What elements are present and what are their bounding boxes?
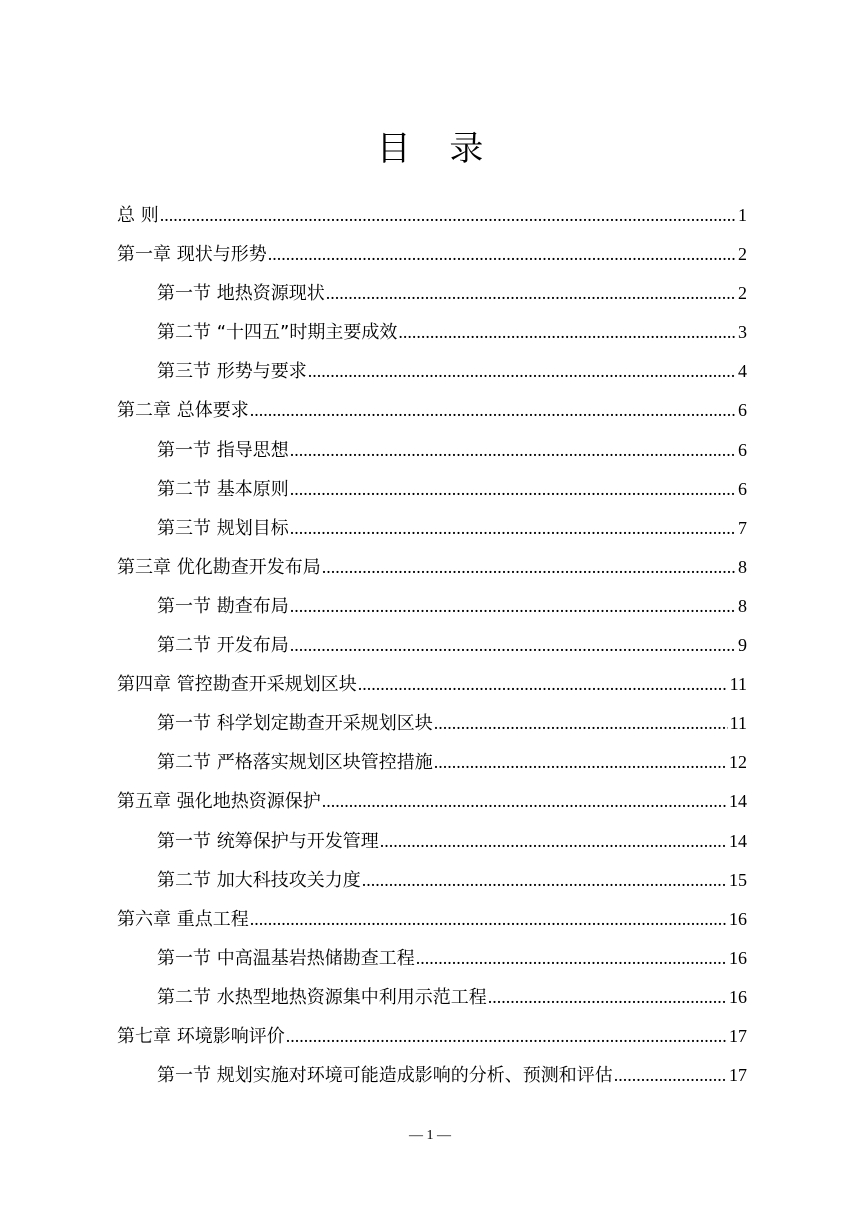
toc-entry-label: 第六章 重点工程 bbox=[117, 908, 249, 930]
toc-entry-page-number: 11 bbox=[729, 713, 747, 734]
toc-entry-label: 第一章 现状与形势 bbox=[117, 244, 267, 266]
toc-entry-page-number: 14 bbox=[729, 830, 747, 851]
toc-entry-label: 第二节 开发布局 bbox=[157, 635, 289, 657]
toc-section-entry[interactable] bbox=[117, 431, 747, 470]
toc-entry-page-number: 11 bbox=[729, 674, 747, 695]
toc-dot-leader bbox=[160, 196, 736, 235]
toc-section-entry[interactable] bbox=[117, 978, 747, 1017]
toc-chapter-entry[interactable] bbox=[117, 235, 747, 274]
toc-entry-label: 第二节 加大科技攻关力度 bbox=[157, 869, 361, 891]
toc-dot-leader bbox=[488, 978, 727, 1017]
toc-dot-leader bbox=[434, 743, 727, 782]
toc-entry-label: 第二节 严格落实规划区块管控措施 bbox=[157, 752, 433, 774]
toc-entry-page-number: 14 bbox=[729, 791, 747, 812]
toc-dot-leader bbox=[250, 900, 727, 939]
toc-entry-label: 第一节 指导思想 bbox=[157, 439, 289, 461]
toc-entry-page-number: 16 bbox=[729, 947, 747, 968]
page-number: — 1 — bbox=[409, 1128, 451, 1143]
toc-dot-leader bbox=[322, 782, 727, 821]
toc-section-entry[interactable] bbox=[117, 587, 747, 626]
toc-entry-label: 第三章 优化勘查开发布局 bbox=[117, 556, 321, 578]
toc-dot-leader bbox=[290, 587, 736, 626]
toc-entry-label: 第一节 地热资源现状 bbox=[157, 283, 325, 305]
toc-dot-leader bbox=[286, 1017, 727, 1056]
toc-section-entry[interactable] bbox=[117, 743, 747, 782]
toc-dot-leader bbox=[434, 704, 728, 743]
toc-chapter-entry[interactable] bbox=[117, 548, 747, 587]
toc-chapter-entry[interactable] bbox=[117, 900, 747, 939]
toc-dot-leader bbox=[290, 470, 736, 509]
toc-entry-page-number: 7 bbox=[738, 517, 747, 538]
toc-entry-page-number: 3 bbox=[738, 322, 747, 343]
toc-dot-leader bbox=[362, 861, 727, 900]
toc-chapter-entry[interactable] bbox=[117, 782, 747, 821]
toc-dot-leader bbox=[326, 274, 736, 313]
toc-dot-leader bbox=[398, 313, 736, 352]
toc-entry-label: 第一节 科学划定勘查开采规划区块 bbox=[157, 713, 433, 735]
toc-section-entry[interactable] bbox=[117, 861, 747, 900]
toc-entry-page-number: 4 bbox=[738, 361, 747, 382]
toc-entry-page-number: 12 bbox=[729, 752, 747, 773]
toc-section-entry[interactable] bbox=[117, 470, 747, 509]
toc-chapter-entry[interactable] bbox=[117, 196, 747, 235]
toc-entry-label: 第四章 管控勘查开采规划区块 bbox=[117, 674, 357, 696]
toc-entry-page-number: 6 bbox=[738, 400, 747, 421]
toc-entry-page-number: 17 bbox=[729, 1065, 747, 1086]
toc-dot-leader bbox=[322, 548, 736, 587]
toc-section-entry[interactable] bbox=[117, 822, 747, 861]
toc-dot-leader bbox=[614, 1056, 727, 1095]
toc-chapter-entry[interactable] bbox=[117, 665, 747, 704]
toc-entry-label: 第一节 统筹保护与开发管理 bbox=[157, 830, 379, 852]
table-of-contents bbox=[117, 196, 747, 1095]
toc-entry-page-number: 2 bbox=[738, 283, 747, 304]
toc-entry-label: 第三节 形势与要求 bbox=[157, 361, 307, 383]
toc-dot-leader bbox=[290, 431, 736, 470]
toc-chapter-entry[interactable] bbox=[117, 391, 747, 430]
toc-dot-leader bbox=[308, 352, 736, 391]
toc-dot-leader bbox=[358, 665, 728, 704]
toc-section-entry[interactable] bbox=[117, 704, 747, 743]
toc-chapter-entry[interactable] bbox=[117, 1017, 747, 1056]
toc-section-entry[interactable] bbox=[117, 509, 747, 548]
toc-dot-leader bbox=[268, 235, 736, 274]
toc-section-entry[interactable] bbox=[117, 626, 747, 665]
toc-entry-page-number: 8 bbox=[738, 595, 747, 616]
toc-entry-page-number: 9 bbox=[738, 635, 747, 656]
toc-entry-label: 第一节 规划实施对环境可能造成影响的分析、预测和评估 bbox=[157, 1065, 613, 1087]
toc-entry-label: 第五章 强化地热资源保护 bbox=[117, 791, 321, 813]
toc-entry-label: 第三节 规划目标 bbox=[157, 517, 289, 539]
toc-dot-leader bbox=[380, 822, 727, 861]
toc-section-entry[interactable] bbox=[117, 1056, 747, 1095]
toc-dot-leader bbox=[250, 391, 736, 430]
toc-entry-page-number: 1 bbox=[738, 205, 747, 225]
toc-entry-page-number: 8 bbox=[738, 556, 747, 577]
toc-entry-page-number: 16 bbox=[729, 908, 747, 929]
toc-entry-label: 第二节 “十四五”时期主要成效 bbox=[157, 322, 398, 344]
toc-dot-leader bbox=[290, 509, 736, 548]
toc-entry-page-number: 6 bbox=[738, 439, 747, 460]
toc-entry-page-number: 16 bbox=[729, 986, 747, 1007]
toc-section-entry[interactable] bbox=[117, 939, 747, 978]
toc-entry-label: 第二章 总体要求 bbox=[117, 400, 249, 422]
toc-section-entry[interactable] bbox=[117, 274, 747, 313]
toc-entry-label: 第二节 水热型地热资源集中利用示范工程 bbox=[157, 986, 487, 1008]
toc-entry-page-number: 6 bbox=[738, 478, 747, 499]
toc-dot-leader bbox=[290, 626, 736, 665]
toc-entry-label: 第二节 基本原则 bbox=[157, 478, 289, 500]
toc-section-entry[interactable] bbox=[117, 313, 747, 352]
page-title: 目 录 bbox=[376, 129, 498, 169]
toc-entry-page-number: 2 bbox=[738, 244, 747, 265]
toc-entry-page-number: 15 bbox=[729, 869, 747, 890]
toc-entry-label: 第一节 中高温基岩热储勘查工程 bbox=[157, 947, 415, 969]
toc-dot-leader bbox=[416, 939, 727, 978]
toc-entry-label: 总 则 bbox=[117, 205, 159, 226]
toc-entry-page-number: 17 bbox=[729, 1025, 747, 1046]
toc-entry-label: 第一节 勘查布局 bbox=[157, 595, 289, 617]
toc-entry-label: 第七章 环境影响评价 bbox=[117, 1025, 285, 1047]
toc-section-entry[interactable] bbox=[117, 352, 747, 391]
